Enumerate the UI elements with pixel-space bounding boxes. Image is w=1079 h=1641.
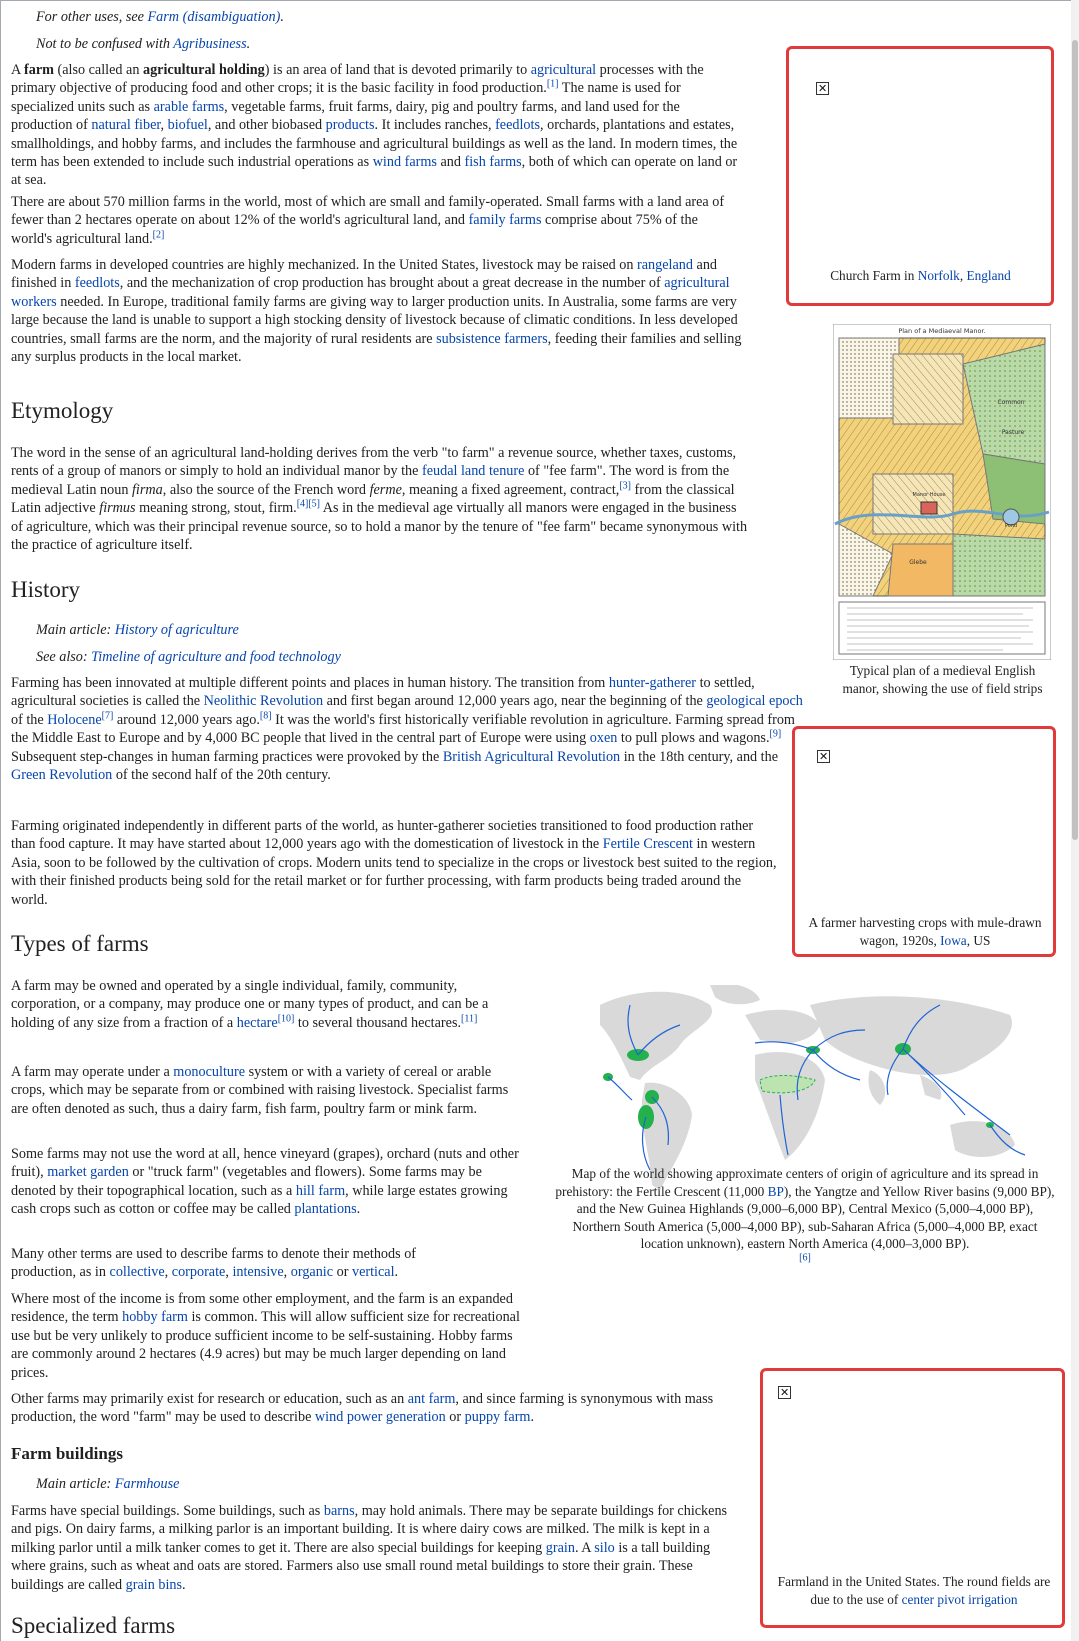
citation[interactable]: [10] — [277, 1013, 295, 1025]
manor-label-pond: Pond — [1004, 523, 1018, 529]
caption-world-map: Map of the world showing approximate centers of origin of agriculture and its spread in prehistory: the Fertile Crescent (11,000 BP), the Yangtze and Yellow River basins (9,000 BP), and the New Guinea Highlands (9,000–6,000 BP), Central Mexico (5,000–4,000 BP), Northern South America (5,000–4,000 BP), sub-Saharan Africa (5,000–4,000 BP, exact location unknown), eastern North America (4,000–3,000 BP). [6] — [555, 1166, 1055, 1264]
scrollbar[interactable] — [1071, 0, 1079, 1641]
link-geological-epoch[interactable]: geological epoch — [706, 693, 803, 710]
buildings-main-article: Main article: Farmhouse — [36, 1476, 180, 1492]
broken-image-icon[interactable] — [816, 82, 829, 95]
caption-manor-plan: Typical plan of a medieval English manor, showing the use of field strips — [842, 663, 1043, 696]
disambiguation-link[interactable]: Farm (disambiguation) — [147, 9, 281, 25]
history-paragraph-1: Farming has been innovated at multiple different points and places in human history. The transition from hunter-gatherer to settled, agricultural societies is called the Neolithic Revolution and first began around 12,000 years ago, near the beginning of the geological epoch of the Holocene[7] around 12,000 years ago.[8] It was the world's first historically verifiable revolution in agriculture. Farming spread from the Middle East to Europe and by 4,000 BC people that lived in the central part of Europe were using oxen to pull plows and wagons.[9] Subsequent step-changes in human farming practices were provoked by the British Agricultural Revolution in the 18th century, and the Green Revolution of the second half of the 20th century. — [11, 675, 803, 784]
scrollbar-thumb[interactable] — [1072, 40, 1078, 840]
link-grain[interactable]: grain — [545, 1539, 575, 1556]
types-paragraph-5: Where most of the income is from some other employment, and the farm is an expanded residence, the term hobby farm is common. This will allow sufficient size for recreational use but be very unlikely to produce sufficient income to be self-sustaining. Hobby farms are commonly around 2 hectares (4.9 acres) but may be much larger depending on land prices. — [11, 1291, 520, 1381]
citation[interactable]: [6] — [799, 1252, 811, 1264]
link-ant-farm[interactable]: ant farm — [407, 1391, 456, 1407]
link-silo[interactable]: silo — [594, 1539, 615, 1556]
link-puppy-farm[interactable]: puppy farm — [464, 1409, 531, 1426]
citation[interactable]: [11] — [461, 1013, 478, 1025]
intro-paragraph-1: A farm (also called an agricultural holding) is an area of land that is devoted primarily to agricultural processes with the primary objective of producing food and other crops; it is the basic facility in food production.[1] The name is used for specialized units such as arable farms, vegetable farms, fruit farms, dairy, pig and poultry farms, and land used for the production of natural fiber, biofuel, and other biobased products. It includes ranches, feedlots, orchards, plantations and estates, smallholdings, and hobby farms, and includes the farmhouse and agricultural buildings as well as the land. In modern times, the term has been extended to include such industrial operations as wind farms and fish farms, both of which can operate on land or at sea. — [11, 62, 738, 189]
link-history-of-agriculture[interactable]: History of agriculture — [114, 622, 239, 638]
link-collective[interactable]: collective — [109, 1264, 165, 1281]
link-vertical[interactable]: vertical — [351, 1264, 395, 1281]
types-paragraph-1: A farm may be owned and operated by a single individual, family, community, corporation, or a company, may produce one or many types of product, and can be a holding of any size from a fraction of a hectare[10] to several thousand hectares.[11] — [11, 978, 489, 1031]
broken-image-icon[interactable] — [778, 1386, 791, 1399]
link-neolithic-revolution[interactable]: Neolithic Revolution — [203, 693, 324, 710]
link-hunter-gatherer[interactable]: hunter-gatherer — [608, 675, 697, 691]
link-family-farms[interactable]: family farms — [468, 212, 542, 229]
link-british-agricultural-revolution[interactable]: British Agricultural Revolution — [442, 748, 621, 765]
citation[interactable]: [9] — [769, 728, 782, 740]
caption-farmland: Farmland in the United States. The round fields are due to the use of center pivot irrigation — [777, 1574, 1051, 1607]
link-natural-fiber[interactable]: natural fiber — [91, 117, 161, 134]
types-paragraph-2: A farm may operate under a monoculture system or with a variety of cereal or arable crops, which may be separate from or combined with raising livestock. Specialist farms are often denoted as such, thus a dairy farm, fish farm, poultry farm or mink farm. — [11, 1064, 509, 1117]
link-plantations[interactable]: plantations — [294, 1201, 357, 1218]
history-main-article: Main article: History of agriculture — [36, 622, 239, 638]
manor-label-common: Common — [997, 399, 1025, 406]
caption-church-farm: Church Farm in Norfolk, England — [830, 268, 1011, 283]
types-paragraph-4: Many other terms are used to describe farms to denote their methods of production, as in collective, corporate, intensive, organic or vertical. — [11, 1246, 417, 1281]
link-center-pivot-irrigation[interactable]: center pivot irrigation — [901, 1591, 1018, 1607]
link-corporate[interactable]: corporate — [171, 1264, 226, 1281]
link-timeline-agriculture[interactable]: Timeline of agriculture and food technology — [91, 649, 341, 665]
specialized-heading: Specialized farms — [11, 1613, 176, 1638]
types-paragraph-3: Some farms may not use the word at all, hence vineyard (grapes), orchard (nuts and other fruit), market garden or "truck farm" (vegetables and flowers). Some farms may be denoted by their topographical location, such as a hill farm, while large estates growing cash crops such as cotton or coffee may be called plantations. — [11, 1146, 519, 1218]
link-holocene[interactable]: Holocene — [47, 711, 102, 728]
link-wind-farms[interactable]: wind farms — [372, 154, 437, 171]
link-grain-bins[interactable]: grain bins — [125, 1576, 183, 1593]
link-barns[interactable]: barns — [323, 1503, 355, 1519]
link-intensive[interactable]: intensive — [232, 1264, 284, 1281]
link-agricultural-workers[interactable]: agricultural workers — [11, 275, 730, 310]
citation[interactable]: [7] — [101, 710, 114, 722]
link-arable-farms[interactable]: arable farms — [153, 98, 225, 115]
link-rangeland[interactable]: rangeland — [637, 257, 693, 273]
link-feedlots-2[interactable]: feedlots — [74, 275, 120, 292]
buildings-paragraph: Farms have special buildings. Some buildings, such as barns, may hold animals. There may be separate buildings for chickens and pigs. On dairy farms, a milking parlor is an important building. It is where dairy cows are milked. The milk is kept in a milking parlor until a milk tanker comes to get it. There are also special buildings for keeping grain. A silo is a tall building where grains, such as wheat and oats are stored. Farmers also use small round metal buildings to store their grain. These buildings are called grain bins. — [11, 1503, 728, 1593]
citation[interactable]: [8] — [259, 710, 272, 722]
history-heading: History — [11, 577, 80, 602]
broken-image-icon[interactable] — [817, 750, 830, 763]
etymology-paragraph: The word in the sense of an agricultural land-holding derives from the verb "to farm" a revenue source, whether taxes, customs, rents of a group of manors or simply to hold an individual manor by the feudal land tenure of "fee farm". The word is from the medieval Latin noun firma, also the source of the French word ferme, meaning a fixed agreement, contract,[3] from the classical Latin adjective firmus meaning strong, stout, firm.[4][5] As in the medieval age virtually all manors were engaged in the business of agriculture, which was their principal revenue source, so to hold a manor by the tenure of "fee farm" became synonymous with the practice of agriculture itself. — [11, 445, 748, 554]
figure-world-map — [555, 985, 1055, 1325]
types-heading: Types of farms — [11, 931, 149, 956]
link-norfolk[interactable]: Norfolk — [917, 268, 960, 283]
figure-church-farm — [786, 46, 1054, 306]
link-monoculture[interactable]: monoculture — [173, 1064, 246, 1080]
intro-paragraph-3: Modern farms in developed countries are highly mechanized. In the United States, livestock may be raised on rangeland and finished in feedlots, and the mechanization of crop production has brought about a great decrease in the number of agricultural workers needed. In Europe, traditional family farms are giving way to larger production units. In Australia, some farms are very large because the land is unable to support a high stocking density of livestock because of climatic conditions. In less developed countries, small farms are the norm, and the majority of rural residents are subsistence farmers, feeding their families and selling any surplus products in the local market. — [11, 257, 742, 366]
agribusiness-link[interactable]: Agribusiness — [173, 36, 247, 52]
link-organic[interactable]: organic — [290, 1264, 334, 1281]
link-green-revolution[interactable]: Green Revolution — [11, 767, 113, 784]
citation[interactable]: [1] — [546, 78, 559, 90]
manor-label-glebe: Glebe — [909, 559, 927, 566]
manor-label-house: Manor House — [912, 492, 946, 498]
link-hill-farm[interactable]: hill farm — [295, 1182, 346, 1199]
link-agricultural[interactable]: agricultural — [530, 62, 597, 78]
link-england[interactable]: England — [966, 268, 1011, 283]
link-products[interactable]: products — [325, 117, 375, 134]
buildings-heading: Farm buildings — [11, 1444, 123, 1463]
link-feedlots[interactable]: feedlots — [495, 117, 540, 134]
citation[interactable]: [2] — [152, 229, 165, 241]
history-see-also: See also: Timeline of agriculture and food technology — [36, 649, 341, 665]
link-fish-farms[interactable]: fish farms — [464, 154, 522, 171]
types-paragraph-6: Other farms may primarily exist for research or education, such as an ant farm, and since farming is synonymous with mass production, the word "farm" may be used to describe wind power generation or puppy farm. — [11, 1391, 714, 1426]
manor-map-title: Plan of a Mediaeval Manor. — [898, 327, 986, 335]
link-biofuel[interactable]: biofuel — [167, 117, 208, 134]
link-oxen[interactable]: oxen — [589, 730, 618, 747]
hatnote-not-confused: Not to be confused with Agribusiness. — [36, 36, 251, 52]
link-wind-power-generation[interactable]: wind power generation — [314, 1409, 446, 1426]
intro-paragraph-2: There are about 570 million farms in the world, most of which are small and family-operated. Small farms with a land area of fewer than 2 hectares operate on about 12% of the world's agricultural land, and family farms comprise about 75% of the world's agricultural land.[2] — [11, 194, 725, 247]
link-subsistence-farmers[interactable]: subsistence farmers — [436, 330, 548, 347]
link-hectare[interactable]: hectare — [236, 1014, 278, 1031]
history-paragraph-2: Farming originated independently in different parts of the world, as hunter-gatherer societies transitioned to food production rather than food capture. It may have started about 12,000 years ago with the domestication of livestock in the Fertile Crescent in western Asia, soon to be followed by the cultivation of crops. Modern units tend to specialize in the crops or livestock best suited to the region, with their finished products being sold for the retail market or for further processing, with farm products being traded around the world. — [11, 818, 777, 908]
etymology-heading: Etymology — [11, 398, 114, 423]
link-iowa[interactable]: Iowa — [940, 932, 967, 948]
caption-farmer-harvesting: A farmer harvesting crops with mule-drawn wagon, 1920s, Iowa, US — [808, 915, 1042, 948]
link-feudal-land-tenure[interactable]: feudal land tenure — [421, 463, 525, 480]
link-market-garden[interactable]: market garden — [47, 1164, 129, 1181]
figure-manor-plan — [830, 324, 1055, 704]
manor-label-pasture: Pasture — [1001, 429, 1025, 436]
manor-plan-image[interactable] — [833, 324, 1051, 660]
figure-farmland — [760, 1368, 1065, 1628]
link-farmhouse[interactable]: Farmhouse — [114, 1476, 180, 1492]
figure-farmer-harvesting — [792, 726, 1056, 957]
citation[interactable]: [4][5] — [296, 498, 321, 510]
link-fertile-crescent[interactable]: Fertile Crescent — [602, 836, 693, 853]
citation[interactable]: [3] — [619, 480, 631, 492]
hatnote-other-uses: For other uses, see Farm (disambiguation). — [36, 9, 284, 25]
link-bp[interactable]: BP — [767, 1183, 784, 1199]
link-hobby-farm[interactable]: hobby farm — [122, 1309, 188, 1326]
